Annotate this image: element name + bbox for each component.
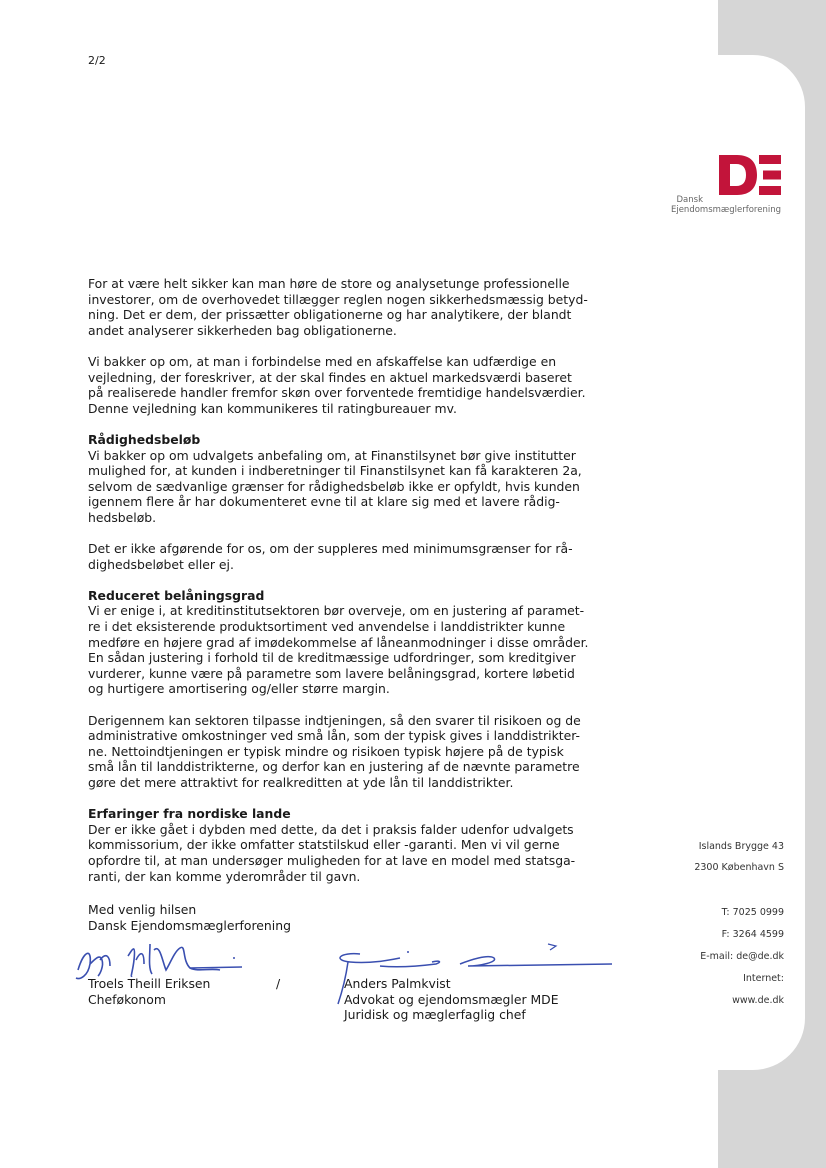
- fax-number: F: 3264 4599: [721, 929, 784, 940]
- paragraph: Derigennem kan sektoren tilpasse indtjeningen, så den svarer til risikoen og de administrative omkostninger ved små lån, som der typisk gives i landdistrikter- ne. Nettoindtjeningen er typisk mindre og risikoen typisk højere på de typisk små lån til landdistrikterne, og derfor kan en justering af de nævnte parametre gøre det mere attraktivt for realkreditten at yde lån til landdistrikter.: [88, 712, 581, 790]
- section-heading: Erfaringer fra nordiske lande: [88, 806, 291, 822]
- internet-label: Internet:: [743, 973, 784, 984]
- signer-1-title: Cheføkonom: [88, 991, 166, 1007]
- email-address[interactable]: E-mail: de@de.dk: [700, 951, 784, 962]
- de-logo-icon: [719, 155, 781, 195]
- address-line-2: 2300 København S: [694, 862, 784, 873]
- signer-1-name: Troels Theill Eriksen: [88, 976, 211, 991]
- paragraph: Vi bakker op om, at man i forbindelse med en afskaffelse kan udfærdige en vejledning, der foreskriver, at der skal findes en aktuel markedsværdi baseret på realiserede handler fremfor skøn over forventede fremtidige handelsværdier. Denne vejledning kan kommunikeres til ratingbureauer mv.: [88, 353, 586, 416]
- closing: [88, 902, 291, 933]
- phone-number: T: 7025 0999: [721, 907, 784, 918]
- letter-body: [88, 276, 608, 900]
- section-heading: Reduceret belåningsgrad: [88, 587, 265, 603]
- paragraph: Der er ikke gået i dybden med dette, da det i praksis falder udenfor udvalgets kommissorium, der ikke omfatter statstilskud eller -garanti. Men vi vil gerne opfordre til, at man undersøger muligheden for at lave en model med statsga- ranti, der kan komme yderområder til gavn.: [88, 821, 576, 884]
- closing-org: Dansk Ejendomsmæglerforening: [88, 917, 291, 933]
- logo-text-org: Ejendomsmæglerforening: [670, 205, 781, 215]
- website-link[interactable]: www.de.dk: [732, 995, 784, 1006]
- closing-greeting: Med venlig hilsen: [88, 902, 197, 917]
- paragraph: Vi er enige i, at kreditinstitutsektoren bør overveje, om en justering af paramet- re i det eksisterende produktsortiment ved anvendelse i landdistrikter kunne medføre en højere grad af imødekommelse af låneanmodninger i disse områder. En sådan justering i forhold til de kreditmæssige udfordringer, som kreditgiver vurderer, kunne være på parametre som lavere belåningsgrad, kortere løbetid og hurtigere amortisering og/eller større margin.: [88, 603, 589, 697]
- signer-2: [344, 976, 559, 1023]
- paragraph: For at være helt sikker kan man høre de store og analysetunge professionelle investorer, om de overhovedet tillægger reglen nogen sikkerhedsmæssig betyd- ning. Det er dem, der prissætter obligationerne og har analytikere, der blandt andet analyserer sikkerheden bag obligationerne.: [88, 276, 588, 338]
- page-number: 2/2: [88, 54, 106, 67]
- address-line-1: Islands Brygge 43: [698, 841, 784, 852]
- section-heading: Rådighedsbeløb: [88, 431, 201, 447]
- signature-separator: /: [276, 976, 281, 991]
- logo-text-dansk: Dansk: [676, 195, 703, 205]
- paragraph: Det er ikke afgørende for os, om der suppleres med minimumsgrænser for rå- dighedsbeløbet eller ej.: [88, 541, 573, 572]
- signer-2-role: Juridisk og mæglerfaglig chef: [344, 1007, 526, 1023]
- brand-logo: [640, 155, 785, 217]
- paragraph: Vi bakker op om udvalgets anbefaling om, at Finanstilsynet bør give institutter mulighed for, at kunden i indberetninger til Finanstilsynet kan få karakteren 2a, selvom de sædvanlige grænser for rådighedsbeløb ikke er opfyldt, hvis kunden igennem flere år har dokumenteret evne til at klare sig med et lavere rådig- hedsbeløb.: [88, 447, 582, 525]
- signer-2-title: Advokat og ejendomsmægler MDE: [344, 991, 559, 1007]
- signer-1: [88, 976, 210, 1007]
- signer-2-name: Anders Palmkvist: [344, 976, 451, 991]
